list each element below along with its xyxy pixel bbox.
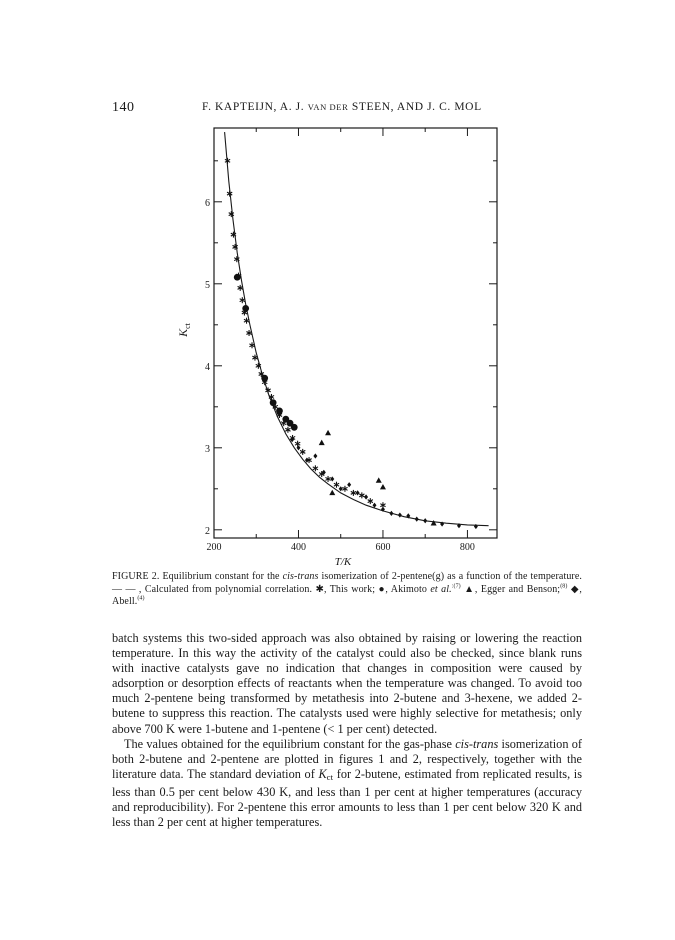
- paragraph-2-k-symbol: K: [318, 766, 327, 781]
- point-this-work: [313, 465, 318, 471]
- paragraph-1: batch systems this two-sided approach was also obtained by raising or lowering the reaction temperature. In this way the activity of the catalyst could also be checked, since blank runs with inactive catalysts gave no indication that changes in composition were caused by adsorption or desorption effects of reactants when the temperature was changed. To avoid too much 2-pentene being transformed by metathesis into 2-butene and 3-hexene, we added 2-butene to suppress this reaction. The catalysts used were highly selective for metathesis; only above 700 K were 1-butene and 1-pentene (< 1 per cent) detected.: [112, 631, 582, 736]
- point-this-work: [285, 427, 290, 433]
- caption-italic-cis-trans: cis-trans: [282, 571, 319, 582]
- point-egger-benson: [319, 440, 325, 445]
- paragraph-2-italic: cis-trans: [455, 736, 499, 751]
- point-egger-benson: [329, 490, 335, 495]
- point-abell: [364, 494, 368, 499]
- x-tick-label: 400: [290, 542, 306, 553]
- y-axis-label-main: [176, 322, 192, 338]
- point-this-work: [300, 449, 305, 455]
- paragraph-2-part-c: for 2-butene, estimated from replicated results, is less than 0.5 per cent below 430 K, and less than 1 per cent at higher temperatures (accuracy and reproducibility). For 2-pentene this error amounts to less than 1 per cent below 320 K and less than 2 per cent at higher temperatures.: [112, 766, 583, 829]
- point-akimoto: [291, 424, 298, 431]
- running-head-authors-a: F. KAPTEIJN, A. J.: [202, 101, 308, 113]
- axis-ticks: [214, 128, 497, 538]
- correlation-line: [225, 132, 489, 526]
- plot-frame: [214, 128, 497, 538]
- figure-caption: [112, 571, 582, 609]
- x-tick-label: 600: [375, 542, 391, 553]
- point-akimoto: [276, 408, 283, 415]
- point-this-work: [295, 441, 300, 447]
- paragraph-2-k-subscript: ct: [326, 771, 334, 782]
- correlation-curve: [225, 132, 489, 526]
- point-this-work: [368, 498, 373, 504]
- caption-mid: isomerization of 2-pentene(g) as a function of the temperature. — — , Calculated from polynomial correlation. ✱, This work; ●, Akimoto: [112, 571, 582, 595]
- body-text: [112, 631, 582, 830]
- y-tick-label: 4: [205, 361, 210, 373]
- point-egger-benson: [376, 477, 382, 482]
- running-head-small-caps: VAN DER: [307, 102, 349, 112]
- point-abell: [415, 517, 419, 522]
- point-akimoto: [261, 375, 268, 382]
- point-egger-benson: [325, 430, 331, 435]
- point-this-work: [359, 492, 364, 498]
- point-egger-benson: [431, 520, 437, 525]
- y-tick-labels: [205, 198, 210, 537]
- point-this-work: [325, 476, 330, 482]
- point-this-work: [225, 158, 230, 164]
- x-tick-label: 200: [206, 542, 222, 553]
- y-tick-label: 3: [205, 443, 210, 455]
- caption-ref-7: :(7): [451, 583, 461, 590]
- x-axis-label: T/K: [334, 556, 352, 568]
- caption-italic-et-al: et al.: [430, 583, 452, 595]
- point-abell: [296, 445, 300, 450]
- page-number: 140: [112, 100, 135, 115]
- point-abell: [330, 476, 334, 481]
- y-tick-label: 5: [205, 279, 210, 291]
- paragraph-2-part-a: The values obtained for the equilibrium constant for the gas-phase: [124, 736, 456, 751]
- y-tick-label: 6: [205, 197, 210, 209]
- x-tick-labels: [207, 542, 475, 553]
- point-this-work: [334, 482, 339, 488]
- paragraph-2-part-b: isomerization of both 2-butene and 2-pentene are plotted in figures 1 and 2, respectively, together with the literature data. The standard deviation of: [112, 736, 582, 781]
- point-abell: [398, 512, 402, 517]
- running-head-authors-b: STEEN, AND J. C. MOL: [348, 101, 482, 113]
- point-this-work: [342, 486, 347, 492]
- plot-border: [214, 128, 497, 538]
- data-points: [225, 158, 478, 529]
- point-this-work: [227, 191, 232, 197]
- point-abell: [356, 490, 360, 495]
- point-akimoto: [242, 305, 249, 312]
- x-tick-label: 800: [459, 542, 475, 553]
- caption-lead: FIGURE 2. Equilibrium constant for the: [112, 571, 283, 582]
- y-tick-label: 2: [205, 525, 210, 537]
- point-this-work: [351, 490, 356, 496]
- caption-part-4: ◆, Abell.: [112, 583, 582, 607]
- point-abell: [339, 486, 343, 491]
- point-akimoto: [234, 274, 241, 281]
- point-egger-benson: [380, 484, 386, 489]
- y-axis-label-k: K: [176, 328, 190, 337]
- point-abell: [313, 453, 317, 458]
- point-abell: [347, 482, 351, 487]
- paragraph-2: [112, 737, 582, 830]
- point-akimoto: [270, 399, 277, 406]
- caption-ref-4: (4): [137, 595, 145, 602]
- y-axis-label: [176, 322, 192, 338]
- caption-part-3: ▲, Egger and Benson;: [460, 583, 561, 595]
- caption-text: [112, 571, 582, 609]
- y-axis-label-sub: ct: [183, 323, 192, 329]
- caption-ref-8: (8): [560, 583, 568, 590]
- point-abell: [423, 518, 427, 523]
- point-abell: [389, 511, 393, 516]
